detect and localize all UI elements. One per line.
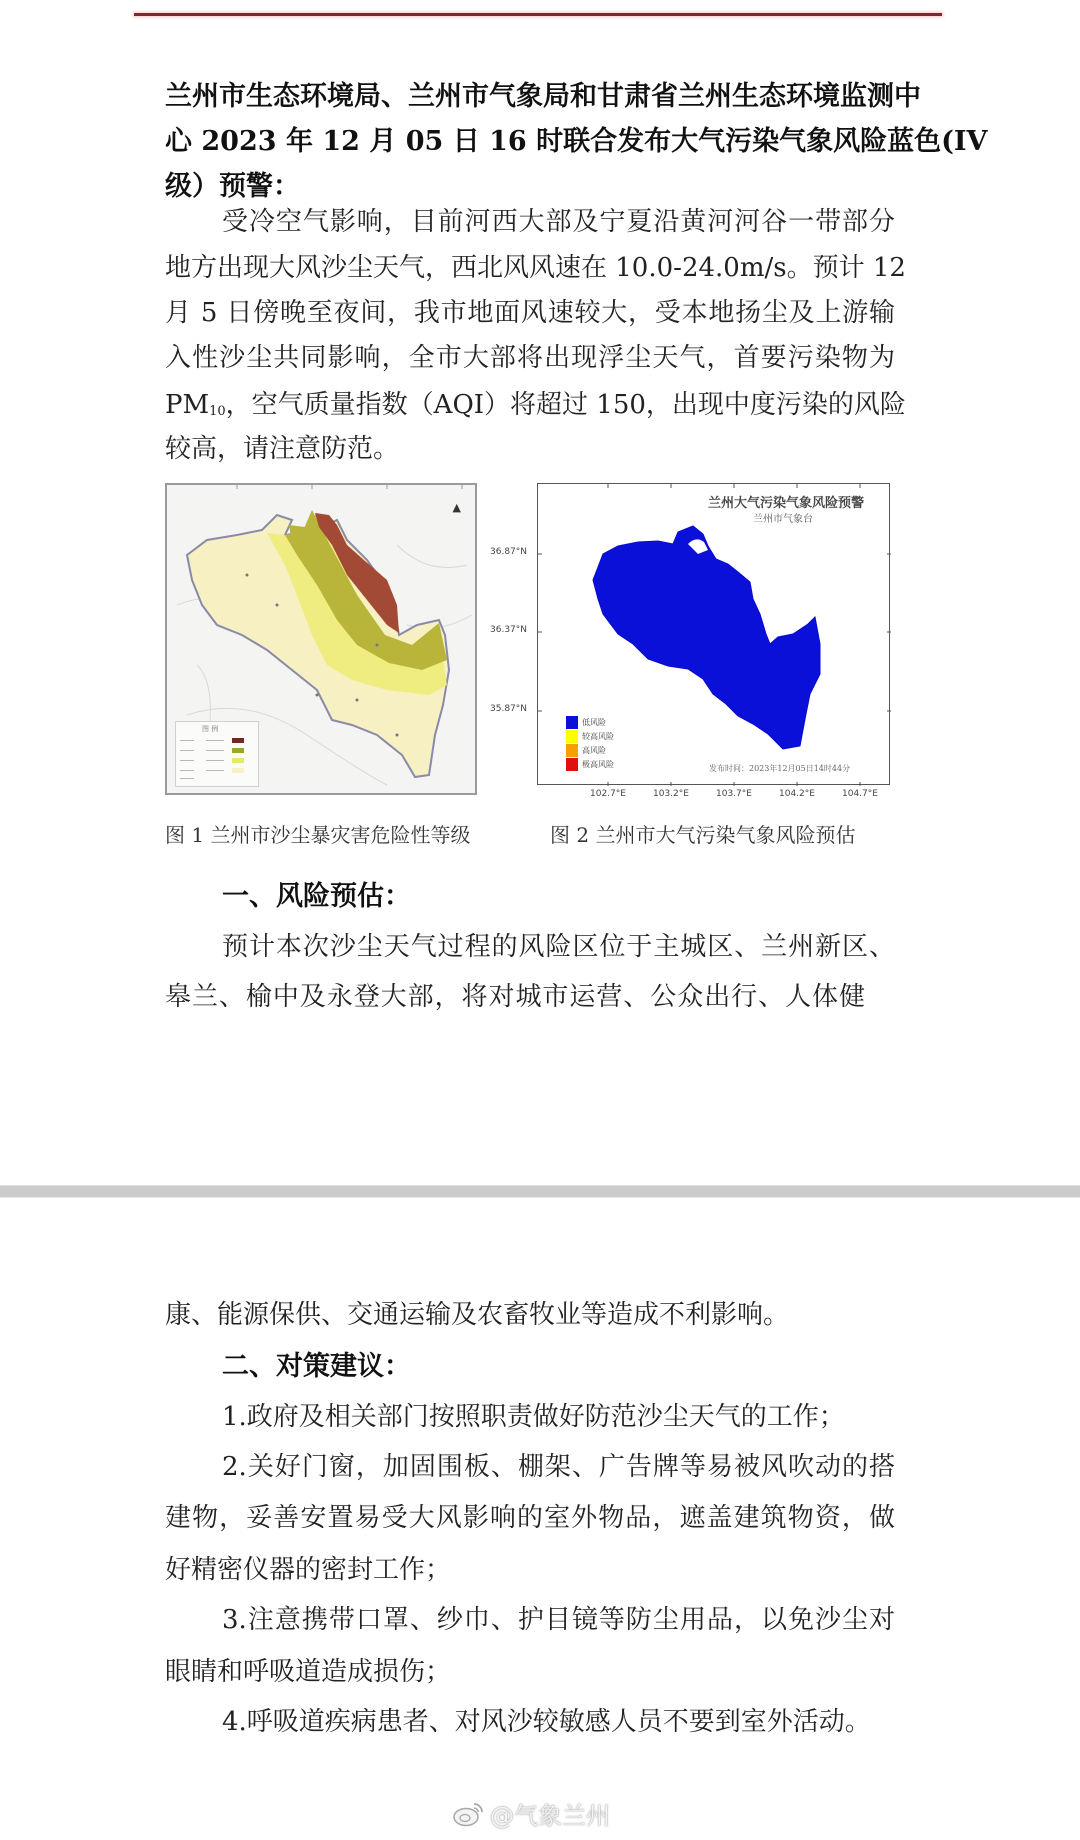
advice-item-3-line-1: 3.注意携带口罩、纱巾、护目镜等防尘用品，以免沙尘对 <box>222 1605 895 1635</box>
intro-line-5-text: ，空气质量指数（AQI）将超过 150，出现中度污染的风险 <box>225 390 906 420</box>
page-divider <box>0 1185 1080 1198</box>
pm-label: $PM_{10}$ <box>165 390 226 420</box>
advice-item-2-line-3: 好精密仪器的密封工作； <box>165 1555 452 1585</box>
legend-row-extreme: 极高风险 <box>566 757 614 771</box>
title-line-3: 级）预警： <box>165 171 300 202</box>
weibo-watermark <box>452 1796 610 1830</box>
intro-line-6: 较高，请注意防范。 <box>165 434 400 464</box>
figure-2-legend <box>566 715 614 771</box>
x-tick-3: 103.7°E <box>716 789 752 799</box>
y-tick-2: 36.37°N <box>490 625 527 635</box>
figure-1-hazard-map <box>165 483 477 795</box>
intro-line-4: 入性沙尘共同影响，全市大部将出现浮尘天气，首要污染物为 <box>165 343 895 373</box>
intro-line-3: 月 5 日傍晚至夜间，我市地面风速较大，受本地扬尘及上游输 <box>165 298 895 328</box>
intro-line-1: 受冷空气影响，目前河西大部及宁夏沿黄河河谷一带部分 <box>222 207 895 237</box>
title-line-2: 心 2023 年 12 月 05 日 16 时联合发布大气污染气象风险蓝色(IV <box>165 126 988 157</box>
section-2-heading: 二、对策建议： <box>222 1351 411 1382</box>
legend-swatch-extreme <box>232 738 244 743</box>
intro-line-2: 地方出现大风沙尘天气，西北风风速在 10.0-24.0m/s。预计 12 <box>165 253 906 283</box>
advice-item-2-line-2: 建物，妥善安置易受大风影响的室外物品，遮盖建筑物资，做 <box>165 1503 895 1533</box>
weibo-icon <box>452 1798 486 1828</box>
y-tick-3: 35.87°N <box>490 704 527 714</box>
legend-row-high: 高风险 <box>566 743 614 757</box>
figure-2-title: 兰州大气污染气象风险预警 <box>708 496 865 511</box>
advice-item-4: 4.呼吸道疾病患者、对风沙较敏感人员不要到室外活动。 <box>222 1707 871 1737</box>
x-tick-1: 102.7°E <box>590 789 626 799</box>
title-line-1: 兰州市生态环境局、兰州市气象局和甘肃省兰州生态环境监测中 <box>165 81 921 112</box>
figure-1-caption: 图 1 兰州市沙尘暴灾害危险性等级 <box>165 823 471 847</box>
advice-item-1: 1.政府及相关部门按照职责做好防范沙尘天气的工作； <box>222 1402 845 1432</box>
legend-row-low: 低风险 <box>566 715 614 729</box>
header-red-rule <box>134 13 942 16</box>
figure-2-subtitle: 兰州市气象台 <box>753 514 813 525</box>
issue-time: 发布时间：2023年12月05日14时44分 <box>709 764 851 773</box>
intro-line-5 <box>165 387 906 423</box>
section-1-heading: 一、风险预估： <box>222 881 411 912</box>
y-tick-1: 36.87°N <box>490 547 527 557</box>
x-tick-4: 104.2°E <box>779 789 815 799</box>
continued-line: 康、能源保供、交通运输及农畜牧业等造成不利影响。 <box>165 1300 790 1330</box>
x-tick-2: 103.2°E <box>653 789 689 799</box>
watermark-text: @气象兰州 <box>490 1801 610 1830</box>
legend-swatch-low <box>232 768 244 773</box>
legend-title: 图 例 <box>202 725 219 733</box>
advice-item-3-line-2: 眼睛和呼吸道造成损伤； <box>165 1657 452 1687</box>
legend-swatch-medium <box>232 758 244 763</box>
x-tick-5: 104.7°E <box>842 789 878 799</box>
section-1-line-1: 预计本次沙尘天气过程的风险区位于主城区、兰州新区、 <box>222 932 895 962</box>
legend-row-elevated: 较高风险 <box>566 729 614 743</box>
section-1-line-2: 皋兰、榆中及永登大部，将对城市运营、公众出行、人体健 <box>165 982 865 1012</box>
figure-1-legend <box>175 721 259 787</box>
advice-item-2-line-1: 2.关好门窗，加固围板、棚架、广告牌等易被风吹动的搭 <box>222 1452 895 1482</box>
figure-2-caption: 图 2 兰州市大气污染气象风险预估 <box>550 823 856 847</box>
north-arrow-icon: ▲ <box>452 501 461 514</box>
legend-swatch-high <box>232 748 244 753</box>
